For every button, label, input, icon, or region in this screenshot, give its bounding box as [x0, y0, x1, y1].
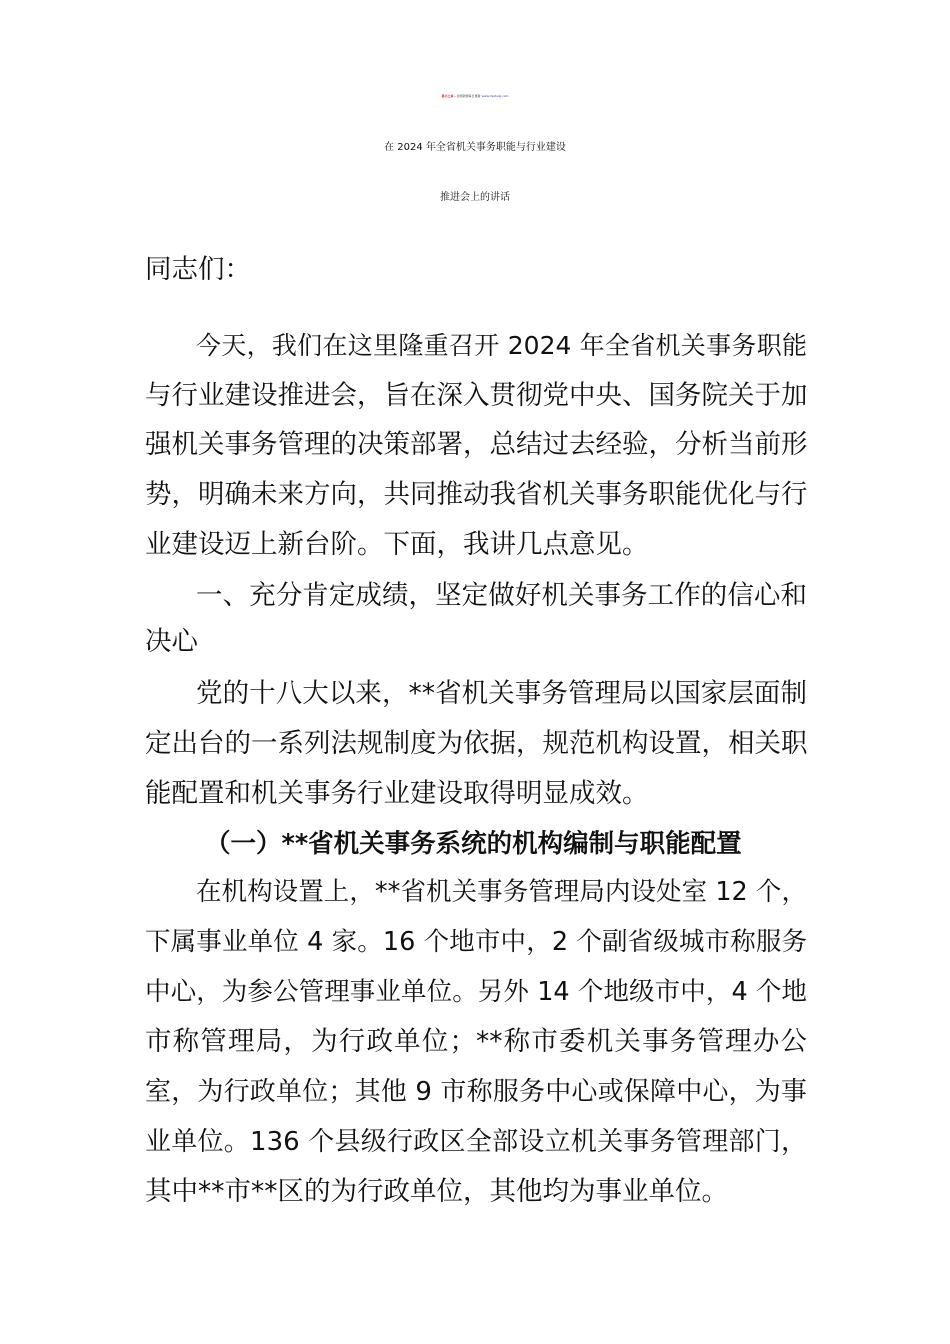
body-line: 今天，我们在这里隆重召开 2024 年全省机关事务职能: [196, 331, 807, 360]
subsection-heading: （一）**省机关事务系统的机构编制与职能配置: [205, 829, 742, 859]
body-line: 定出台的一系列法规制度为依据，规范机构设置，相关职: [145, 728, 808, 759]
body-line: 势，明确未来方向，共同推动我省机关事务职能优化与行: [145, 479, 808, 510]
body-line: 在机构设置上，**省机关事务管理局内设处室 12 个，: [196, 877, 807, 907]
section-heading: 决心: [145, 626, 198, 657]
site-tagline: —全网资源每日更新: [453, 94, 481, 98]
body-line: 业建设迈上新台阶。下面，我讲几点意见。: [145, 529, 649, 560]
body-line: 中心，为参公管理事业单位。另外 14 个地级市中，4 个地: [145, 977, 807, 1007]
body-line: 室，为行政单位；其他 9 市称服务中心或保障中心，为事: [145, 1077, 807, 1107]
site-header: [0, 80, 950, 112]
body-line: 强机关事务管理的决策部署，总结过去经验，分析当前形: [145, 429, 808, 460]
document-title-line-1: 在 2024 年全省机关事务职能与行业建设: [384, 142, 566, 153]
body-line: 下属事业单位 4 家。16 个地市中，2 个副省级城市称服务: [145, 927, 807, 957]
body-line: 能配置和机关事务行业建设取得明显成效。: [145, 778, 649, 809]
document-title-line-2: 推进会上的讲话: [440, 192, 510, 203]
site-brand: 秘书之家: [441, 94, 454, 98]
body-line: 其中**市**区的为行政单位，其他均为事业单位。: [145, 1176, 728, 1207]
body-line: 党的十八大以来，**省机关事务管理局以国家层面制: [196, 678, 807, 709]
salutation: 同志们：: [145, 254, 251, 285]
section-heading: 一、充分肯定成绩，坚定做好机关事务工作的信心和: [196, 580, 807, 611]
body-line: 业单位。136 个县级行政区全部设立机关事务管理部门，: [145, 1127, 807, 1157]
site-url-link[interactable]: www.mishuzj.com: [481, 94, 509, 98]
body-line: 市称管理局，为行政单位；**称市委机关事务管理办公: [145, 1026, 807, 1057]
body-line: 与行业建设推进会，旨在深入贯彻党中央、国务院关于加: [145, 380, 808, 411]
